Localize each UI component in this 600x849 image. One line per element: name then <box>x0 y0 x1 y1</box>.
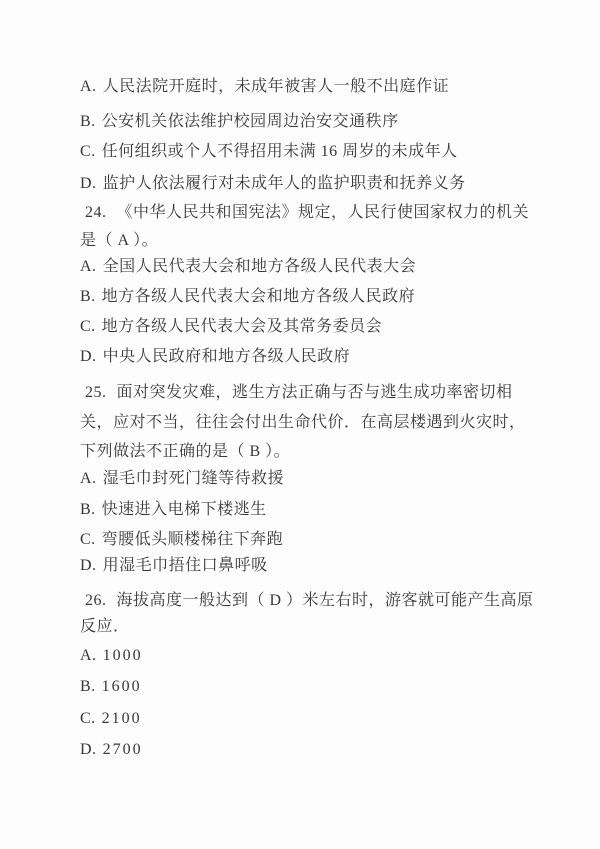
option-label: B. <box>80 501 96 518</box>
option-label: D. <box>80 348 97 365</box>
option-label: D. <box>80 557 97 574</box>
option-text: 弯腰低头顺楼梯往下奔跑 <box>101 531 284 548</box>
option-label: B. <box>80 113 96 130</box>
question-stem-text: 是（ A ）。 <box>80 232 159 249</box>
option-text: 快速进入电梯下楼逃生 <box>101 501 267 518</box>
option-line <box>80 288 415 306</box>
option-label: A. <box>80 470 97 487</box>
question-stem-text: 海拔高度一般达到（ D ）米左右时，游客就可能产生高原 <box>116 592 534 609</box>
option-text: 公安机关依法维护校园周边治安交通秩序 <box>101 113 399 130</box>
option-text: 用湿毛巾捂住口鼻呼吸 <box>102 557 268 574</box>
option-label: C. <box>80 143 96 160</box>
option-text: 地方各级人民代表大会和地方各级人民政府 <box>101 288 416 305</box>
option-text: 湿毛巾封死门缝等待救援 <box>102 470 285 487</box>
question-26-stem <box>85 592 534 610</box>
question-26-stem-continued <box>80 618 130 636</box>
option-label: C. <box>80 318 96 335</box>
question-stem-text: 关，应对不当，往往会付出生命代价．在高层楼遇到火灾时， <box>80 414 526 431</box>
option-line <box>80 531 283 549</box>
option-text: 全国人民代表大会和地方各级人民代表大会 <box>102 258 417 275</box>
question-stem-text: 下列做法不正确的是（ B ）。 <box>80 443 291 460</box>
option-label: A. <box>80 647 97 664</box>
option-line <box>80 318 382 336</box>
option-line <box>80 143 458 161</box>
option-line <box>80 557 268 575</box>
question-stem-text: 面对突发灾难，逃生方法正确与否与逃生成功率密切相 <box>116 384 513 401</box>
question-24-stem <box>85 204 529 222</box>
option-line <box>80 470 284 488</box>
option-label: D. <box>80 741 97 758</box>
option-line <box>80 113 399 131</box>
question-number: 25. <box>85 384 107 401</box>
option-text: 人民法院开庭时，未成年被害人一般不出庭作证 <box>102 78 450 95</box>
option-line <box>80 258 416 276</box>
option-text: 中央人民政府和地方各级人民政府 <box>102 348 351 365</box>
option-label: C. <box>80 531 96 548</box>
option-line <box>80 78 449 96</box>
option-label: A. <box>80 78 97 95</box>
question-25-stem <box>85 384 513 402</box>
option-line <box>80 741 143 759</box>
question-stem-text: 《中华人民共和国宪法》规定，人民行使国家权力的机关 <box>116 204 530 221</box>
option-label: C. <box>80 710 96 727</box>
option-line <box>80 175 466 193</box>
option-text: 2700 <box>102 741 143 758</box>
option-line <box>80 647 143 665</box>
question-25-stem-continued <box>80 414 526 432</box>
question-number: 26. <box>85 592 107 609</box>
question-25-stem-continued <box>80 443 290 461</box>
option-label: D. <box>80 175 97 192</box>
question-24-stem-continued <box>80 232 158 250</box>
option-text: 2100 <box>101 710 142 727</box>
option-text: 监护人依法履行对未成年人的监护职责和抚养义务 <box>102 175 466 192</box>
option-label: A. <box>80 258 97 275</box>
option-line <box>80 710 142 728</box>
question-stem-text: 反应． <box>80 618 130 635</box>
option-line <box>80 348 350 366</box>
option-label: B. <box>80 288 96 305</box>
option-label: B. <box>80 678 96 695</box>
option-text: 地方各级人民代表大会及其常务委员会 <box>101 318 383 335</box>
option-text: 1600 <box>101 678 142 695</box>
question-number: 24. <box>85 204 107 221</box>
option-line <box>80 501 267 519</box>
option-text: 任何组织或个人不得招用未满 16 周岁的未成年人 <box>101 143 458 160</box>
option-line <box>80 678 142 696</box>
option-text: 1000 <box>102 647 143 664</box>
